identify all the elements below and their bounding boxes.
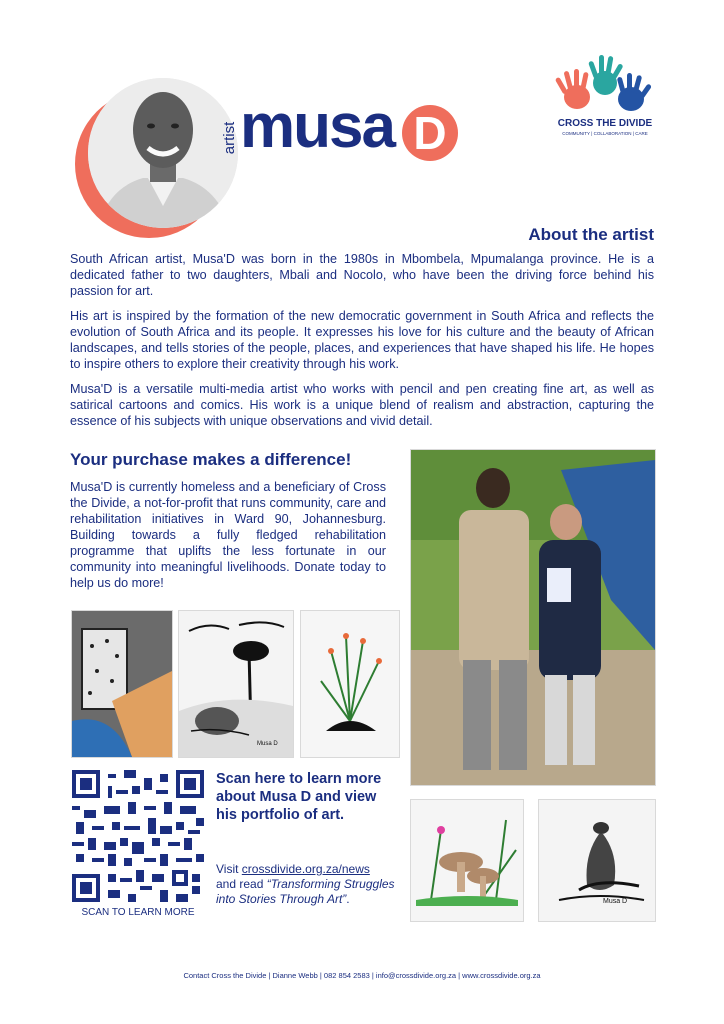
about-paragraph-1: South African artist, Musa'D was born in the 1980s in Mbombela, Mpumalanga province. He is a dedicated father to two daughters, Mbali and Nocolo, who have been the driving force behind his passion for art. — [70, 252, 654, 298]
logo-title: CROSS THE DIVIDE — [557, 118, 653, 129]
scan-heading: Scan here to learn more about Musa D and view his portfolio of art. — [216, 771, 382, 823]
about-paragraph-2: His art is inspired by the formation of the new democratic government in South Africa and reflects the evolution of South Africa and its people. It expresses his love for his culture and the beauty of African landscapes, and tells stories of the people, places, and experiences that have shaped his life. He hopes to inspire others to explore their creativity through his work. — [70, 309, 654, 371]
artist-label: artist — [221, 121, 238, 155]
qr-caption: SCAN TO LEARN MORE — [81, 907, 195, 918]
cross-the-divide-hands-logo — [555, 55, 655, 117]
musa-d-accent: D — [402, 105, 458, 161]
about-paragraph-3: Musa'D is a versatile multi-media artist who works with pencil and pen creating fine art, as well as satirical cartoons and comics. His work is a unique blend of realism and abstraction, capturing the essence of his subjects with unique observations and vivid detail. — [70, 382, 654, 428]
artwork-signature-2: Musa D — [603, 898, 628, 905]
musa-wordmark: musa — [240, 92, 394, 161]
artwork-leopard-window — [71, 610, 173, 758]
artwork-signature-1: Musa D — [257, 741, 278, 747]
artist-photo — [410, 449, 656, 786]
visit-text: Visit crossdivide.org.za/news and read “Transforming Struggles into Stories Through Art”. — [216, 862, 395, 906]
crossdivide-news-link[interactable]: crossdivide.org.za/news — [241, 862, 370, 876]
qr-code[interactable] — [72, 770, 204, 902]
artwork-mushroom-flowers — [410, 799, 524, 922]
logo-tagline: COMMUNITY | COLLABORATION | CARE — [562, 131, 648, 136]
about-heading: About the artist — [528, 225, 654, 244]
artwork-elephant-landscape — [178, 610, 294, 758]
artwork-aloe-plant — [300, 610, 400, 758]
contact-footer: Contact Cross the Divide | Dianne Webb | 082 854 2583 | info@crossdivide.org.za | www.crossdivide.org.za — [183, 971, 541, 980]
artwork-vulture — [538, 799, 656, 922]
article-title: “Transforming Struggles into Stories Through Art” — [216, 877, 395, 906]
purchase-paragraph: Musa'D is currently homeless and a beneficiary of Cross the Divide, a not-for-profit that runs community, care and rehabilitation initiatives in Ward 90, Johannesburg. Building towards a fully fledged rehabilitation programme that uplifts the less fortunate in our community into meaningful livelihoods. Donate today to help us do more! — [70, 480, 386, 590]
purchase-heading: Your purchase makes a difference! — [70, 450, 352, 469]
